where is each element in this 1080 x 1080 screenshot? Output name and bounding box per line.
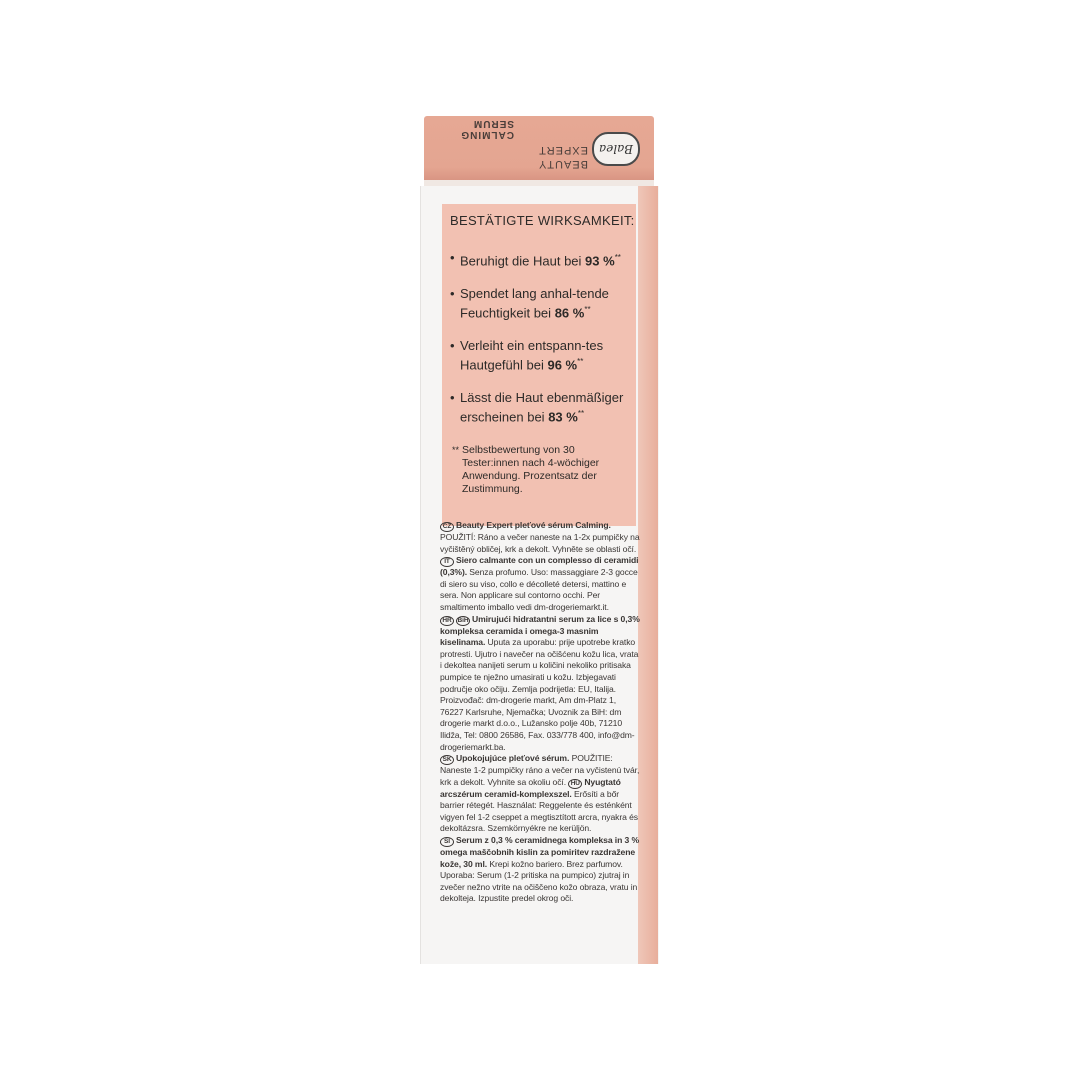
box-side-strip: [638, 186, 658, 964]
claims-title: BESTÄTIGTE WIRKSAMKEIT:: [450, 213, 635, 228]
claim-text: Verleiht ein entspann-tes Hautgefühl bei: [460, 338, 604, 373]
country-code-badge: HR: [440, 616, 454, 626]
lang-title: Nyugtató arcszérum ceramid-komplexszel.: [440, 776, 621, 799]
claim-value: 96 %: [547, 357, 578, 373]
claim-text: Lässt die Haut ebenmäßiger erscheinen bei: [460, 390, 624, 425]
lang-title: Beauty Expert pleťové sérum Calming.: [456, 520, 611, 530]
country-code-badge: IT: [440, 557, 454, 567]
claim-item: [450, 286, 630, 321]
country-code-badge: SI: [440, 837, 454, 847]
claim-item: [450, 338, 630, 373]
claim-text: Beruhigt die Haut bei: [460, 253, 582, 269]
claim-item: [450, 250, 630, 269]
lang-block-cz: [440, 520, 640, 614]
lang-block-sk: [440, 753, 640, 835]
claims-footnote: [452, 444, 630, 496]
claim-mark: **: [577, 357, 584, 366]
country-code-badge: BiH: [457, 616, 469, 624]
lang-title: Serum z 0,3 % ceramidnega kompleksa in 3 % omega maščobnih kislin za pomiritev razdražene kože, 30 ml.: [440, 835, 640, 869]
bullet-icon: •: [450, 390, 455, 405]
product-box: [420, 116, 658, 964]
country-code-badge: HU: [568, 779, 582, 789]
claim-item: [450, 390, 630, 425]
claims-panel: [442, 204, 636, 526]
cap-line-expert: EXPERT: [538, 144, 588, 156]
bullet-icon: •: [450, 250, 455, 265]
claim-value: 86 %: [554, 305, 585, 321]
bullet-icon: •: [450, 338, 455, 353]
multilingual-text: [440, 520, 640, 905]
lang-text: POUŽITIE: Naneste 1-2 pumpičky ráno a večer na vyčistenú tvár, krk a dekolt. Vyhnite sa okoliu očí.: [440, 753, 640, 787]
cap-line-product: CALMING SERUM: [460, 118, 514, 140]
claim-text: Spendet lang anhal-tende Feuchtigkeit bei: [460, 286, 609, 321]
claim-mark: **: [584, 305, 591, 314]
lang-block-si: [440, 835, 640, 905]
box-top-cap: [424, 116, 654, 180]
balea-logo: Balea: [592, 132, 640, 166]
country-code-badge: CZ: [440, 522, 454, 532]
footnote-mark: **: [452, 445, 460, 455]
claim-mark: **: [577, 409, 585, 418]
claim-value: 83 %: [548, 409, 578, 425]
lang-block-hr: [440, 614, 640, 754]
lang-text: POUŽITÍ: Ráno a večer naneste na 1-2x pumpičky na vyčištěný obličej, krk a dekolt. Vyhněte se oblasti očí.: [440, 532, 640, 554]
bullet-icon: •: [450, 286, 455, 301]
lang-text: Uputa za uporabu: prije upotrebe kratko protresti. Ujutro i navečer na očišćenu kožu lica, vrata i dekoltea nanijeti serum u količini nekoliko pritisaka pumpice te nježno umasirati u kožu. Izbjegavati područje oko očiju. Zemlja podrijetla: EU, Italija. Proizvođač: dm-drogerie markt, Am dm-Platz 1, 76227 Karlsruhe, Njemačka; Uvoznik za BiH: dm drogerie markt d.o.o., Lužansko polje 40b, 71210 Ilidža, Tel: 0800 26586, Fax. 033/778 400, info@dm-drogeriemarkt.ba.: [440, 637, 639, 752]
cap-line-beauty: BEAUTY: [537, 158, 588, 170]
claim-mark: **: [614, 253, 621, 262]
lang-title: Umirujući hidratantni serum za lice s 0,3% kompleksa ceramida i omega-3 masnim kiselinama.: [440, 613, 640, 648]
claim-value: 93 %: [585, 253, 615, 269]
lang-title: Upokojujúce pleťové sérum.: [456, 753, 570, 764]
footnote-text: Selbstbewertung von 30 Tester:innen nach 4-wöchiger Anwendung. Prozentsatz der Zustimmung.: [462, 444, 600, 495]
country-code-badge: SK: [440, 755, 454, 765]
lang-text: Erősíti a bőr barrier rétegét. Használat: Reggelente és esténként vigyen fel 1-2 cseppet a megtisztított arcra, nyakra és dekoltázsra. Szemkörnyékre ne kerüljön.: [440, 788, 638, 834]
lang-text: Krepi kožno bariero. Brez parfumov. Uporaba: Serum (1-2 pritiska na pumpico) zjutraj in zvečer nežno vtrite na očiščeno kožo obraza, vratu in dekolteja. Izpustite predel okrog oči.: [440, 858, 638, 904]
lang-text: Senza profumo. Uso: massaggiare 2-3 gocce di siero su viso, collo e décolleté detersi, mattino e sera. Non applicare sul contorno occhi. Per smaltimento imballo vedi dm-drogeriemarkt.it.: [440, 567, 638, 612]
lang-title: Siero calmante con un complesso di ceramidi (0,3%).: [440, 555, 639, 578]
